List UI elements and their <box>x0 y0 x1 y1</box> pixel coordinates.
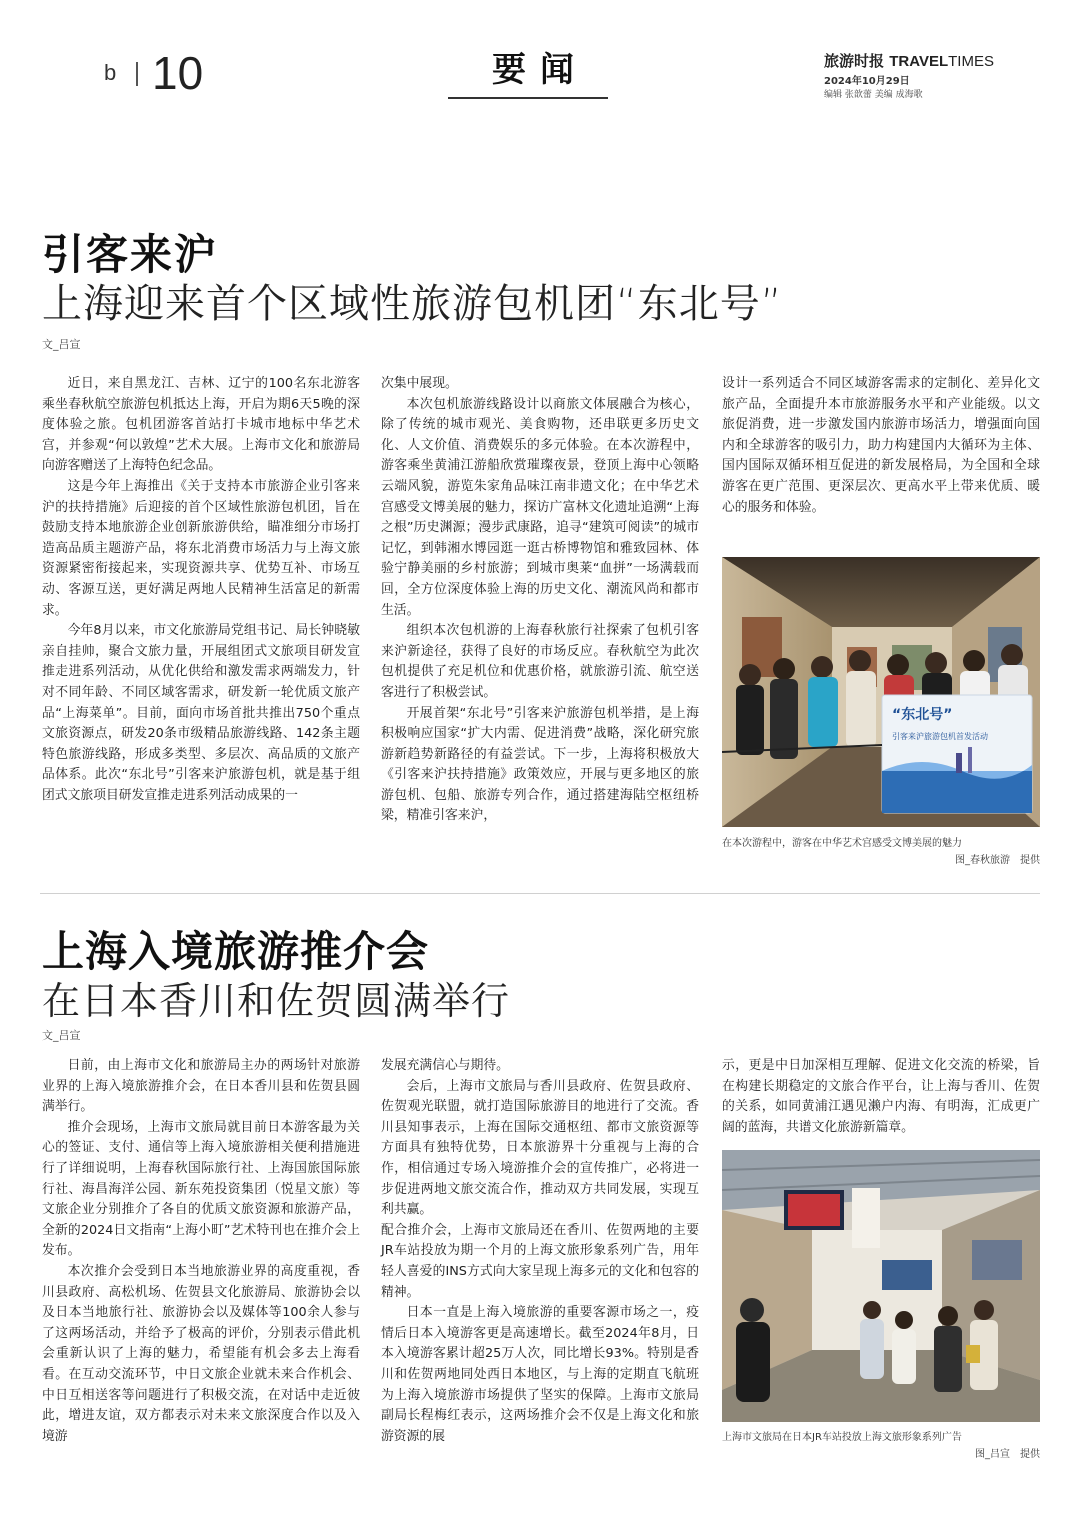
page-number-separator <box>136 62 138 86</box>
paragraph: 推介会现场，上海市文旅局就目前日本游客最为关心的签证、支付、通信等上海入境旅游相关便利措施进行了详细说明，上海春秋国际旅行社、上海国旅国际旅行社、海昌海洋公园、新东苑投资集团（悦星文旅）等文旅企业分别推介了各自的优质文旅资源和旅游产品，全新的2024日文指南“上海小町”艺术特刊也在推介会上发布。 <box>42 1119 360 1259</box>
masthead-en-bold: TRAVEL <box>889 53 949 70</box>
article2-headline: 在日本香川和佐贺圆满举行 <box>42 979 511 1023</box>
article1-byline: 文_吕宣 <box>42 338 81 351</box>
article1-column-1 <box>42 374 360 806</box>
article1-column-3 <box>722 374 1040 518</box>
article1-photo <box>722 557 1040 827</box>
vertical-banner <box>852 1188 880 1248</box>
article1-column-2 <box>381 374 699 827</box>
paragraph: 会后，上海市文旅局与香川县政府、佐贺县政府、佐贺观光联盟，就打造国际旅游目的地进行了交流。香川县知事表示，上海在国际交通枢纽、都市文旅资源等方面具有独特优势，日本旅游界十分重视与上海的合作，相信通过专场入境游推介会的宣传推广，必将进一步促进两地文旅交流合作，推动双方共同发展，实现互利共赢。 <box>381 1078 699 1218</box>
article1-kicker: 引客来沪 <box>42 230 219 279</box>
article2-column-2 <box>381 1056 699 1447</box>
issue-date: 2024年10月29日 <box>824 76 910 87</box>
paragraph: 近日，来自黑龙江、吉林、辽宁的100名东北游客乘坐春秋航空旅游包机抵达上海，开启为期6天5晚的深度体验之旅。包机团游客首站打卡城市地标中华艺术宫，并参观“何以敦煌”艺术大展。上海市文化和旅游局向游客赠送了上海特色纪念品。 <box>42 376 360 474</box>
banner-title: “东北号” <box>892 707 953 723</box>
paragraph: 设计一系列适合不同区域游客需求的定制化、差异化文旅产品，全面提升本市旅游服务水平和产业能级。以文旅促消费，进一步激发国内旅游市场活力，增强面向国内和全球游客的吸引力，助力构建国内大循环为主体、国内国际双循环相互促进的新发展格局，为全国和全球游客在更广范围、更深层次、更高水平上带来优质、暖心的服务和体验。 <box>722 376 1040 515</box>
section-rule <box>448 97 608 99</box>
article2-byline: 文_吕宣 <box>42 1029 81 1042</box>
paragraph: 配合推介会，上海市文旅局还在香川、佐贺两地的主要JR车站投放为期一个月的上海文旅形象系列广告，用年轻人喜爱的INS方式向大家呈现上海多元的文化和包容的精神。 <box>381 1222 699 1300</box>
gallery-group-photo <box>722 557 1040 827</box>
masthead <box>824 50 994 71</box>
paragraph: 日本一直是上海入境旅游的重要客源市场之一，疫情后日本入境游客更是高速增长。截至2024年8月，日本入境游客累计超25万人次，同比增长93%。特别是香川和佐贺两地同处西日本地区，与上海的定期直飞航班为上海入境旅游市场提供了坚实的保障。上海市文旅局副局长程梅红表示，这两场推介会不仅是上海文化和旅游资源的展 <box>381 1305 699 1444</box>
article2-kicker: 上海入境旅游推介会 <box>42 927 430 976</box>
article2-photo-caption: 上海市文旅局在日本JR车站投放上海文旅形象系列广告 <box>722 1432 962 1443</box>
paragraph: 本次包机旅游线路设计以商旅文体展融合为核心，除了传统的城市观光、美食购物，还串联更多历史文化、人文价值、消费娱乐的多元体验。在本次游程中，游客乘坐黄浦江游船欣赏璀璨夜景，登顶上海中心领略云端风貌，游览朱家角品味江南非遗文化；在中华艺术宫感受文博美展的魅力，探访广富林文化遗址追溯“上海之根”历史渊源；漫步武康路，追寻“建筑可阅读”的城市记忆，到韩湘水博园逛一逛古桥博物馆和雅致园林、体验宁静美丽的乡村旅游；到城市奥莱“血拼”一场满载而回，全方位深度体验上海的历史文化、潮流风尚和都市生活。 <box>381 396 699 618</box>
paragraph: 本次推介会受到日本当地旅游业界的高度重视，香川县政府、高松机场、佐贺县文化旅游局、旅游协会以及日本当地旅行社、旅游协会以及媒体等100余人参与了这两场活动，并给予了极高的评价，分别表示借此机会重新认识了上海的魅力，希望能有机会多去上海看看。在互动交流环节，中日文旅企业就未来合作机会、中日互相送客等问题进行了积极交流，在对话中走近彼此，增进友谊，双方都表示对未来文旅深度合作以及入境游 <box>42 1263 360 1444</box>
article1-photo-caption: 在本次游程中，游客在中华艺术宫感受文博美展的魅力 <box>722 838 962 849</box>
paragraph: 组织本次包机游的上海春秋旅行社探索了包机引客来沪新途径，获得了良好的市场反应。春秋航空为此次包机提供了充足机位和优惠价格，就旅游引流、航空送客进行了积极尝试。 <box>381 623 699 700</box>
banner-subtitle: 引客来沪旅游包机首发活动 <box>892 732 988 741</box>
masthead-cn: 旅游时报 <box>824 52 885 70</box>
paragraph: 日前，由上海市文化和旅游局主办的两场针对旅游业界的上海入境旅游推介会，在日本香川县和佐贺县圆满举行。 <box>42 1058 360 1115</box>
paragraph: 示，更是中日加深相互理解、促进文化交流的桥梁，旨在构建长期稳定的文旅合作平台，让上海与香川、佐贺的关系，如同黄浦江遇见濑户内海、有明海，汇成更广阔的蓝海，共谱文化旅游新篇章。 <box>722 1058 1040 1135</box>
paragraph: 发展充满信心与期待。 <box>381 1058 509 1073</box>
station-arcade-photo <box>722 1150 1040 1422</box>
page-prefix: b <box>104 60 121 85</box>
paragraph: 次集中展现。 <box>381 376 458 391</box>
promo-banner <box>882 695 1032 813</box>
article1-headline: 上海迎来首个区域性旅游包机团“东北号” <box>42 281 783 327</box>
editors-credit: 编辑 张歆蕾 美编 成海歌 <box>824 90 923 100</box>
paragraph: 今年8月以来，市文化旅游局党组书记、局长钟晓敏亲自挂帅，聚合文旅力量，开展组团式文旅项目研发宣推走进系列活动，从优化供给和激发需求两端发力，针对不同年龄、不同区域客需求，研发新一轮优质文旅产品“上海菜单”。目前，面向市场首批共推出750个重点文旅资源点，研发20条市级精品旅游线路、142条主题特色旅游线路，形成多类型、多层次、高品质的文旅产品体系。此次“东北号”引客来沪旅游包机，就是基于组团式文旅项目研发宣推走进系列活动成果的一 <box>42 623 360 803</box>
paragraph: 这是今年上海推出《关于支持本市旅游企业引客来沪的扶持措施》后迎接的首个区域性旅游包机团，旨在鼓励支持本地旅游企业创新旅游供给，瞄准细分市场打造高品质主题游产品，将东北消费市场活力与上海文旅资源紧密衔接起来，实现资源共享、优势互补、市场互动、客源互送，更好满足两地人民精神生活富足的新需求。 <box>42 478 360 618</box>
masthead-en: TIMES <box>948 53 994 70</box>
paragraph: 开展首架“东北号”引客来沪旅游包机举措，是上海积极响应国家“扩大内需、促进消费”战略，深化研究旅游新趋势新路径的有益尝试。下一步，上海将积极放大《引客来沪扶持措施》政策效应，开展与更多地区的旅游包机、包船、旅游专列合作，通过搭建海陆空枢纽桥梁，精准引客来沪， <box>381 705 699 824</box>
article-divider <box>40 893 1040 894</box>
section-title: 要闻 <box>492 50 588 90</box>
article2-column-1 <box>42 1056 360 1447</box>
page-number: 10 <box>152 47 204 99</box>
article2-column-3 <box>722 1056 1040 1138</box>
article2-photo <box>722 1150 1040 1422</box>
article1-photo-credit: 图_春秋旅游 提供 <box>955 855 1040 866</box>
article2-photo-credit: 图_吕宣 提供 <box>975 1449 1040 1460</box>
